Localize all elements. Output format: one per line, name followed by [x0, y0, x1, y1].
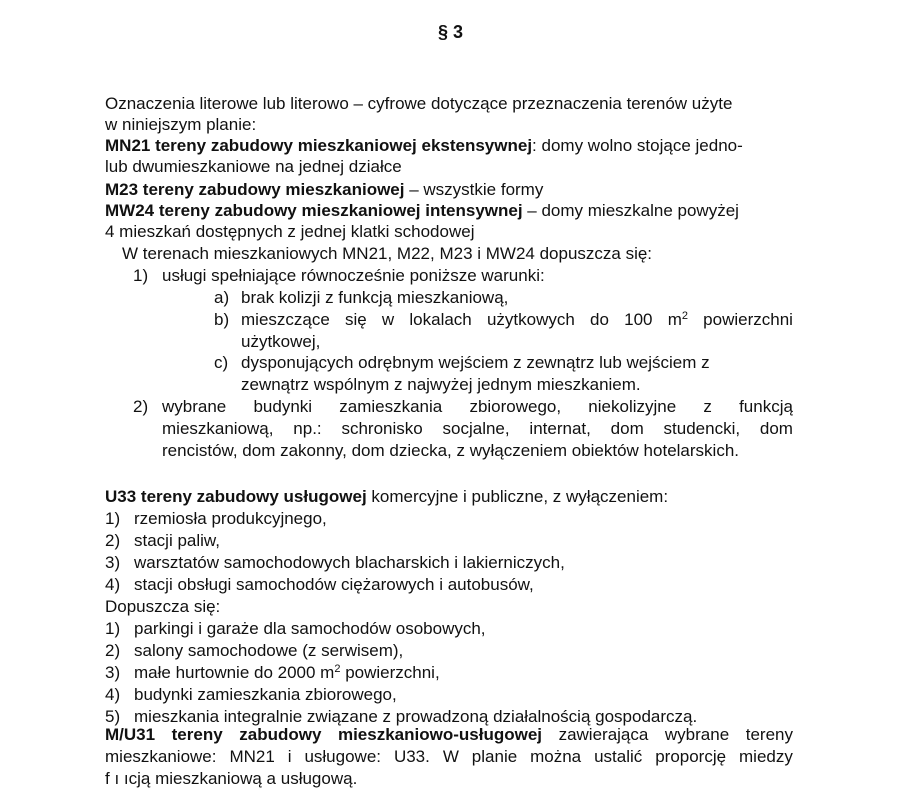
mw24-definition: MW24 tereny zabudowy mieszkaniowej intensywnej – domy mieszkalne powyżej — [105, 201, 739, 220]
sub-item-continuation: zewnątrz wspólnym z najwyżej jednym mieszkaniem. — [241, 375, 641, 394]
list-item: wybrane budynki zamieszkania zbiorowego, niekolizyjne z funkcją — [162, 397, 793, 416]
list-num: 4) — [105, 575, 121, 594]
list-num: 2) — [133, 397, 149, 416]
allowed-label: Dopuszcza się: — [105, 597, 221, 616]
list-item: rzemiosła produkcyjnego, — [134, 509, 327, 528]
list-item: małe hurtownie do 2000 $m^2$ powierzchni, — [134, 663, 440, 682]
list-num: 3) — [105, 553, 121, 572]
list-item-continuation: mieszkaniową, np.: schronisko socjalne, internat, dom studencki, dom — [162, 419, 793, 438]
mn21-continuation: lub dwumieszkaniowe na jednej działce — [105, 157, 402, 176]
sub-num: b) — [214, 310, 230, 329]
mu31-continuation: f ı ıcją mieszkaniową a usługową. — [105, 769, 358, 788]
list-item: stacji paliw, — [134, 531, 220, 550]
sub-num: a) — [214, 288, 230, 307]
list-item: salony samochodowe (z serwisem), — [134, 641, 404, 660]
mn21-code: MN21 tereny zabudowy mieszkaniowej ekstensywnej — [105, 136, 533, 155]
list-item: stacji obsługi samochodów ciężarowych i autobusów, — [134, 575, 534, 594]
list-item: usługi spełniające równocześnie poniższe warunki: — [162, 266, 545, 285]
list-num: 5) — [105, 707, 121, 726]
list-item: parkingi i garaże dla samochodów osobowych, — [134, 619, 486, 638]
list-num: 4) — [105, 685, 121, 704]
mn21-definition: MN21 tereny zabudowy mieszkaniowej ekstensywnej: domy wolno stojące jedno- — [105, 136, 743, 155]
list-num: 1) — [105, 509, 121, 528]
mw24-code: MW24 tereny zabudowy mieszkaniowej intensywnej — [105, 201, 523, 220]
residential-intro: W terenach mieszkaniowych MN21, M22, M23 i MW24 dopuszcza się: — [122, 244, 653, 263]
mw24-continuation: 4 mieszkań dostępnych z jednej klatki schodowej — [105, 222, 475, 241]
sub-num: c) — [214, 353, 229, 372]
sub-item-continuation: użytkowej, — [241, 332, 321, 351]
intro-line-1: Oznaczenia literowe lub literowo – cyfrowe dotyczące przeznaczenia terenów użyte — [105, 94, 733, 113]
list-item: warsztatów samochodowych blacharskich i lakierniczych, — [134, 553, 565, 572]
mu31-continuation: mieszkaniowe: MN21 i usługowe: U33. W planie można ustalić proporcję miedzy — [105, 747, 793, 766]
m23-code: M23 tereny zabudowy mieszkaniowej — [105, 180, 405, 199]
intro-line-2: w niniejszym planie: — [105, 115, 257, 134]
list-num: 1) — [105, 619, 121, 638]
list-num: 3) — [105, 663, 121, 682]
list-num: 1) — [133, 266, 149, 285]
list-num: 2) — [105, 641, 121, 660]
section-heading: § 3 — [437, 22, 464, 42]
list-item: budynki zamieszkania zbiorowego, — [134, 685, 397, 704]
mu31-definition: M/U31 tereny zabudowy mieszkaniowo-usługowej zawierająca wybrane tereny — [105, 725, 793, 744]
u33-definition: U33 tereny zabudowy usługowej komercyjne i publiczne, z wyłączeniem: — [105, 487, 669, 506]
sub-item: dysponujących odrębnym wejściem z zewnątrz lub wejściem z — [241, 353, 710, 372]
list-num: 2) — [105, 531, 121, 550]
list-item-continuation: rencistów, dom zakonny, dom dziecka, z wyłączeniem obiektów hotelarskich. — [162, 441, 739, 460]
list-item: mieszkania integralnie związane z prowadzoną działalnością gospodarczą. — [134, 707, 698, 726]
sub-item: brak kolizji z funkcją mieszkaniową, — [241, 288, 509, 307]
m23-definition: M23 tereny zabudowy mieszkaniowej – wszystkie formy — [105, 180, 544, 199]
u33-code: U33 tereny zabudowy usługowej — [105, 487, 367, 506]
sub-item: mieszczące się w lokalach użytkowych do 100 $m^2$ powierzchni — [241, 310, 793, 329]
